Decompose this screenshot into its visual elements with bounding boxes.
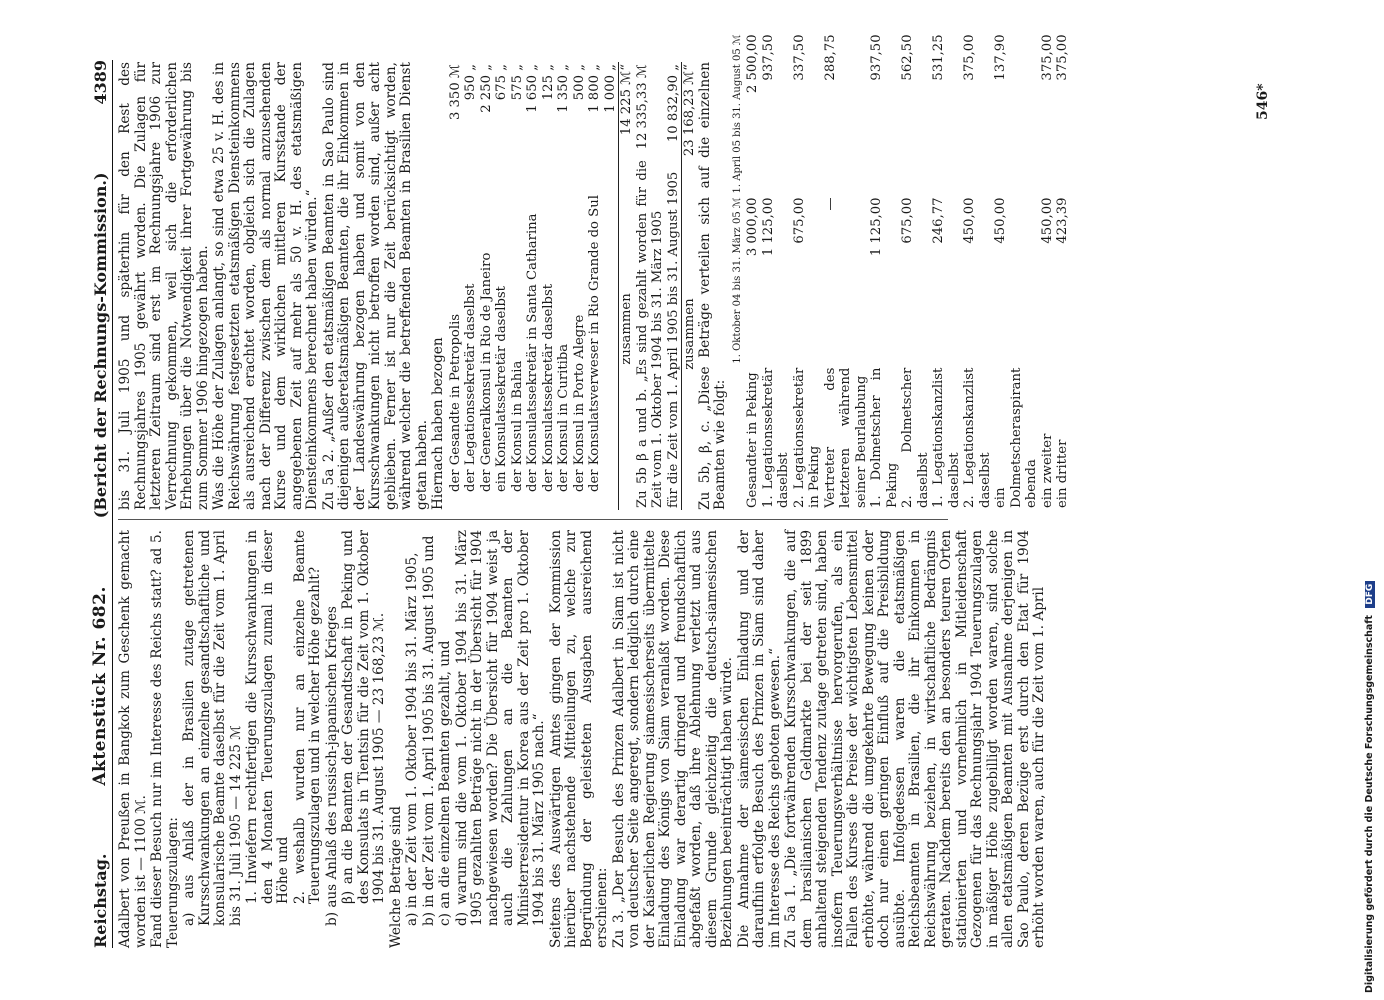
payments-table (448, 62, 635, 510)
payment-label: der Konsulatssekretär daselbst (540, 283, 556, 492)
total-label: zusammen (619, 148, 635, 510)
column-divider (118, 519, 948, 520)
payment-label: der Konsulatssekretär in Santa Catharina (525, 213, 540, 492)
payment-label: der Konsul in Bahia (509, 360, 525, 492)
left-paragraph: Die Annahme der siamesischen Einladung und der daraufhin erfolgte Besuch des Prinzen in Siam sind daher im Interesse des Reichs geboten gewesen.“ (735, 530, 783, 948)
left-paragraph: Zu 3. „Der Besuch des Prinzen Adalbert in Siam ist nicht von deutscher Seite angeregt, sondern lediglich durch eine der Kaiserlichen Regierung siamesischerseits übermittelte Einladung des Königs von Siam veranlaßt worden. Diese Einladung war derartig dringend und freundschaftlich abgefaßt worden, daß ihre Ablehnung verletzt und aus diesem Grunde gleichzeitig die deutsch-siamesischen Beziehungen beeinträchtigt haben würde. (610, 530, 735, 948)
staff-c1: 675,00 (900, 197, 915, 244)
period-label: Zu 5b β a und b. „Es sind gezahlt worden für die Zeit vom 1. Oktober 1904 bis 31. März 1905 (634, 160, 665, 508)
staff-label: 2. Legationssekretär in Peking (791, 367, 822, 508)
payment-value: 1 800 „ (587, 64, 602, 113)
staff-label: ein zweiter (1039, 433, 1055, 508)
staff-label: 1. Legationssekretär daselbst (760, 367, 791, 508)
payment-label: der Konsulatsverweser in Rio Grande do Sul (587, 195, 602, 492)
staff-c2: 288,75 (822, 34, 838, 81)
payment-value: 500 „ (571, 64, 587, 101)
left-paragraph: Adalbert von Preußen in Bangkok zum Geschenk gemacht worden ist — 1100 ℳ. (117, 530, 149, 948)
payment-label (603, 148, 619, 510)
staff-c1: 450,00 (1039, 197, 1055, 244)
period-table (635, 62, 698, 510)
payment-row (494, 62, 510, 510)
payment-value: 2 250 „ (478, 64, 494, 113)
staff-row (993, 32, 1040, 510)
header-rule (112, 60, 113, 948)
staff-row (900, 32, 931, 510)
staff-table (730, 32, 1071, 510)
left-paragraph: Seitens des Auswärtigen Amtes gingen der Kommission hierüber nachstehende Mitteilungen zu, welche zur Begründung der geleisteten Ausgaben ausreichend erschienen: (547, 530, 610, 948)
payment-value: 950 „ (463, 64, 478, 101)
staff-c2: 562,50 (900, 34, 915, 81)
header-left: Reichstag. (90, 853, 110, 948)
staff-c1: 450,00 (962, 197, 977, 244)
staff-row (761, 32, 792, 510)
total-value: 14 225 ℳ“ (619, 62, 635, 148)
left-paragraph: Fand dieser Besuch nur im Interesse des Reichs statt? ad 5. Teuerungszulagen: (149, 530, 181, 948)
list-item: 1. Inwiefern rechtfertigen die Kursschwankungen in den 4 Monaten Teuerungszulagen zumal in dieser Höhe und (244, 530, 291, 904)
staff-row (792, 32, 823, 510)
staff-label: 2. Legationskanzlist daselbst (962, 367, 993, 508)
payments-total-row (619, 62, 635, 510)
staff-row (931, 32, 962, 510)
staff-c2: 375,00 (1055, 34, 1070, 81)
payment-row (556, 62, 572, 510)
total-label: zusammen (682, 158, 698, 510)
staff-c1: — (822, 197, 838, 211)
payment-value: 1 000 „ (602, 64, 618, 113)
staff-label: 1. Legationskanzlist daselbst (931, 367, 962, 508)
list-item: β) an die Beamten der Gesandtschaft in Peking und des Konsulats in Tientsin für die Zeit vom 1. Oktober 1904 bis 31. August 1905 — 23 168,23 ℳ. (340, 530, 387, 904)
right-paragraph: Was die Höhe der Zulagen anlangt, so sind etwa 25 v. H. des in Reichswährung festgesetzten etatsmäßigen Diensteinkommens als ausreichend erachtet worden, obgleich sich die Zulagen nach der Differenz zwischen dem als normal anzusehenden Kurse und dem wirklichen mittleren Kursstande der angegebenen Zeit auf mehr als 50 v. H. des etatsmäßigen Diensteinkommens berechnet haben würden.“ (211, 62, 320, 510)
list-item: a) aus Anlaß der in Brasilien zutage getretenen Kursschwankungen an einzelne gesandtschaftliche und konsularische Beamte daselbst für die Zeit vom 1. April bis 31. Juli 1905 — 14 225 ℳ (181, 530, 244, 926)
left-column (117, 530, 1047, 948)
staff-c1: 1 125,00 (760, 197, 776, 257)
staff-label: Vertreter des letzteren während seiner Beurlaubung (822, 367, 869, 508)
staff-c2: 137,90 (993, 34, 1008, 81)
staff-c2: 2 500,00 (745, 34, 760, 94)
list-item: d) warum sind die vom 1. Oktober 1904 bis 31. März 1905 gezahlten Beträge nicht in der Übersicht für 1904 nachgewiesen worden? Die Übersicht für 1904 weist ja auch die Zahlungen an die Beamten der Ministerresidentur in Korea aus der Zeit pro 1. Oktober 1904 bis 31. März 1905 nach.“ (453, 530, 547, 926)
footer-mark: 546* (1255, 83, 1271, 120)
header-center: Aktenstück Nr. 682. (89, 586, 110, 786)
payment-value: 3 350 ℳ (447, 64, 463, 121)
payment-row (525, 62, 541, 510)
list-item: c) an die einzelnen Beamten gezahlt, und (437, 640, 453, 926)
page-number: 4389 (90, 60, 110, 105)
payment-row (603, 62, 619, 510)
staff-c2: 937,50 (869, 34, 884, 81)
staff-c2: 337,50 (791, 34, 807, 81)
period-value: 10 832,90 „ (665, 64, 681, 143)
list-item: b) aus Anlaß des russisch-japanischen Krieges (323, 606, 340, 926)
payment-row (463, 62, 479, 510)
payment-label: ein Konsulatssekretär daselbst (494, 286, 509, 492)
staff-row (1055, 32, 1071, 510)
staff-c2: 375,00 (1039, 34, 1055, 81)
staff-c2: 937,50 (760, 34, 776, 81)
total-value: 23 168,23 ℳ“ (682, 64, 697, 157)
staff-c1: 1 125,00 (869, 197, 884, 257)
payment-row (572, 62, 588, 510)
payment-row (510, 62, 526, 510)
payment-value: 1 350 „ (556, 64, 571, 113)
digitization-note: Digitalisierung gefördert durch die Deutsche Forschungsgemeinschaft (1364, 615, 1375, 993)
staff-label: 1. Dolmetscher in Peking (869, 367, 900, 508)
payment-value: 125 „ (540, 64, 556, 101)
staff-c1: 450,00 (993, 197, 1008, 244)
payment-row (587, 62, 603, 510)
staff-c1: 246,77 (931, 197, 946, 244)
staff-c2: 375,00 (962, 34, 977, 81)
payment-label: der Legationssekretär daselbst (463, 283, 478, 492)
staff-row (823, 32, 870, 510)
list-item: b) in der Zeit vom 1. April 1905 bis 31. August 1905 und (420, 535, 437, 926)
staff-c1: 423,39 (1055, 197, 1070, 244)
payment-row (479, 62, 495, 510)
staff-label: ein Dolmetscheraspirant ebenda (993, 367, 1039, 508)
payment-value: 575 „ (509, 64, 525, 101)
right-column (117, 34, 1070, 510)
staff-row (1040, 32, 1056, 510)
staff-label: 2. Dolmetscher daselbst (900, 367, 931, 508)
period-value: 12 335,33 ℳ (634, 64, 650, 150)
payment-row (541, 62, 557, 510)
staff-c2: 531,25 (931, 34, 946, 81)
payment-label: der Konsul in Curitiba (556, 343, 571, 492)
list-item: 2. weshalb wurden nur an einzelne Beamte Teuerungszulagen und in welcher Höhe gezahlt? (291, 530, 323, 904)
payment-row (448, 62, 464, 510)
staff-label: ein dritter (1055, 439, 1070, 508)
staff-c1: 3 000,00 (745, 197, 760, 257)
dfg-logo: DFG (1365, 581, 1375, 608)
staff-c1: 675,00 (791, 197, 807, 244)
payment-value: 675 „ (494, 64, 509, 101)
right-paragraph: bis 31. Juli 1905 und späterhin für den Rest des Rechnungsjahres 1905 gewährt worden. Die Zulagen für letzteren Zeitraum sind erst im Rechnungsjahre 1906 zur Verrechnung gekommen, weil sich die erforderlichen Erhebungen über die Notwendigkeit ihrer Fortgewährung bis zum Sommer 1906 hingezogen haben. (117, 62, 211, 510)
left-paragraph: Zu 5a 1. „Die fortwährenden Kursschwankungen, die auf dem brasilianischen Geldmarkte bei der seit 1899 anhaltend steigenden Tendenz zutage getreten sind, haben insofern Teuerungsverhältnisse hervorgerufen, als ein Fallen des Kurses die Preise der wichtigsten Lebensmittel erhöhte, während die umgekehrte Bewegung keinen oder doch nur einen geringen Einfluß auf die Preisbildung ausübte. Infolgedessen waren die etatsmäßigen Reichsbeamten in Brasilien, die ihr Einkommen in Reichswährung beziehen, in wirtschaftliche Bedrängnis geraten. Nachdem bereits den an besonders teuren Orten stationierten und vornehmlich in Mitleidenschaft Gezogenen für das Rechnungsjahr 1904 Teuerungszulagen in mäßiger Höhe zugebilligt worden waren, sind solche allen etatsmäßigen Beamten mit Ausnahme derjenigen in Sao Paulo, deren Bezüge erst durch den Etat für 1904 erhöht worden waren, auch für die Zeit vom 1. April (783, 530, 1047, 948)
staff-label: Gesandter in Peking (745, 372, 760, 508)
header-right-title: (Bericht der Rechnungs-Kommission.) (90, 172, 110, 519)
page-header (76, 60, 108, 948)
right-paragraph: Hiernach haben bezogen (430, 337, 446, 510)
payment-label: der Generalkonsul in Rio de Janeiro (478, 252, 494, 492)
payment-value: 1 650 „ (525, 64, 540, 113)
payment-label: der Gesandte in Petropolis (447, 313, 463, 492)
list-item: a) in der Zeit vom 1. Oktober 1904 bis 31. März 1905, (404, 552, 420, 926)
period-label: für die Zeit vom 1. April 1905 bis 31. August 1905 (665, 171, 681, 508)
column-head: 1. April 05 bis 31. August 05 ℳ (731, 34, 743, 194)
digitization-strip (1362, 8, 1384, 993)
staff-row (962, 32, 993, 510)
rotated-document-page (26, 0, 1356, 1000)
column-head: 1. Oktober 04 bis 31. März 05 ℳ (731, 197, 743, 364)
payment-label: der Konsul in Porto Alegre (571, 314, 587, 492)
right-paragraph: Zu 5b, β, c. „Diese Beträge verteilen sich auf die einzelnen Beamten wie folgt: (696, 62, 728, 510)
right-paragraph: Zu 5a 2. „Außer den etatsmäßigen Beamten in Sao Paulo sind diejenigen außeretatsmäßigen Beamten, die ihr Einkommen in der Landeswährung bezogen haben und somit von den Kursschwankungen nicht betroffen worden sind, außer acht geblieben. Ferner ist nur die Zeit berücksichtigt worden, während welcher die betreffenden Beamten in Brasilien Dienst getan haben. (320, 62, 430, 510)
staff-row (745, 32, 761, 510)
left-paragraph: Welche Beträge sind (387, 806, 404, 948)
staff-row (869, 32, 900, 510)
